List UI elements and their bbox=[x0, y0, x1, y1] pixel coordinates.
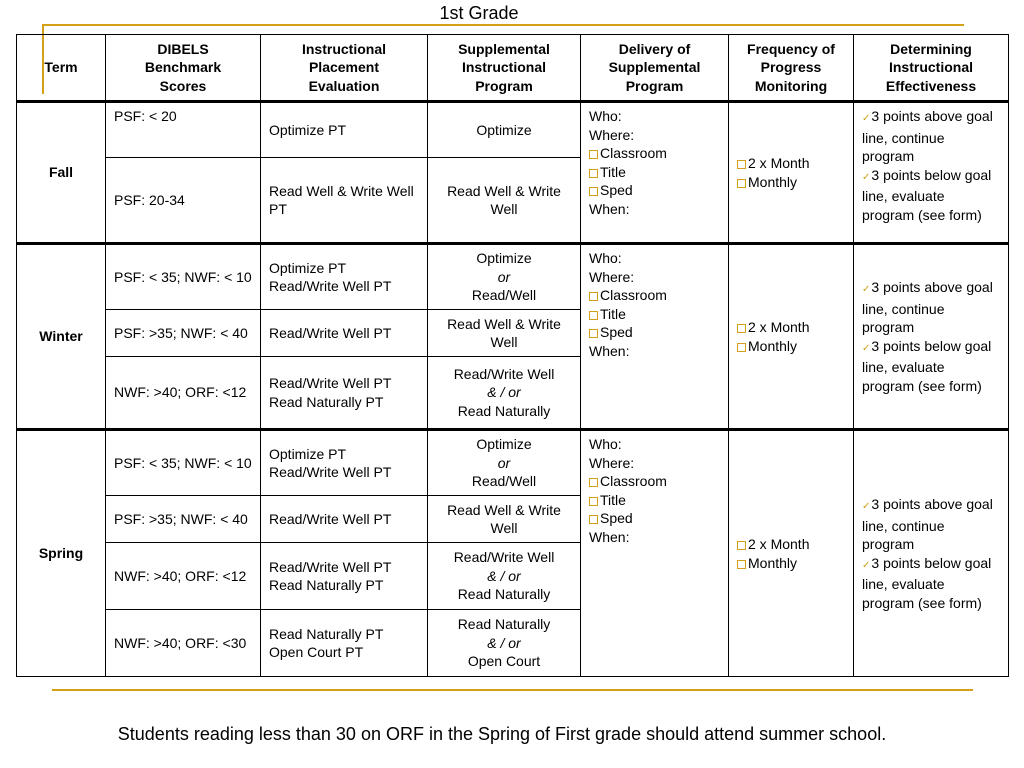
term-fall: Fall bbox=[17, 102, 106, 244]
checkbox-icon bbox=[589, 292, 598, 301]
placement-cell: Read/Write Well PT bbox=[261, 310, 428, 357]
header-term: Term bbox=[17, 35, 106, 102]
page-title: 1st Grade bbox=[439, 3, 519, 23]
checkbox-icon bbox=[737, 560, 746, 569]
program-cell: Read Well & Write Well bbox=[428, 310, 581, 357]
checkmark-icon: ✓ bbox=[862, 559, 871, 571]
program-cell: Read/Write Well & / or Read Naturally bbox=[428, 357, 581, 430]
effectiveness-cell: ✓3 points above goal line, continue program ✓3 points below goal line, evaluate program (see form) bbox=[854, 244, 1009, 430]
program-cell: Read Naturally & / or Open Court bbox=[428, 610, 581, 677]
checkbox-icon bbox=[737, 343, 746, 352]
score-cell: PSF: 20-34 bbox=[106, 158, 261, 244]
effectiveness-cell: ✓3 points above goal line, continue program ✓3 points below goal line, evaluate program (see form) bbox=[854, 430, 1009, 677]
placement-cell: Optimize PT Read/Write Well PT bbox=[261, 430, 428, 496]
program-cell: Optimize or Read/Well bbox=[428, 430, 581, 496]
score-cell: NWF: >40; ORF: <12 bbox=[106, 543, 261, 610]
table-row bbox=[17, 430, 1009, 496]
checkbox-icon bbox=[589, 497, 598, 506]
program-cell: Read Well & Write Well bbox=[428, 158, 581, 244]
checkbox-icon bbox=[737, 160, 746, 169]
checkbox-icon bbox=[737, 324, 746, 333]
placement-cell: Read/Write Well PT Read Naturally PT bbox=[261, 357, 428, 430]
placement-cell: Read/Write Well PT bbox=[261, 496, 428, 543]
placement-cell: Optimize PT bbox=[261, 102, 428, 158]
decorative-rule-top bbox=[42, 24, 964, 26]
header-program: Supplemental Instructional Program bbox=[428, 35, 581, 102]
header-effectiveness: Determining Instructional Effectiveness bbox=[854, 35, 1009, 102]
header-placement: Instructional Placement Evaluation bbox=[261, 35, 428, 102]
delivery-cell: Who: Where: Classroom Title Sped When: bbox=[581, 102, 729, 244]
score-cell: PSF: < 35; NWF: < 10 bbox=[106, 244, 261, 310]
delivery-cell: Who: Where: Classroom Title Sped When: bbox=[581, 244, 729, 430]
score-cell: NWF: >40; ORF: <12 bbox=[106, 357, 261, 430]
header-dibels: DIBELS Benchmark Scores bbox=[106, 35, 261, 102]
table-row bbox=[17, 102, 1009, 158]
checkmark-icon: ✓ bbox=[862, 113, 871, 124]
program-cell: Read Well & Write Well bbox=[428, 496, 581, 543]
header-frequency: Frequency of Progress Monitoring bbox=[729, 35, 854, 102]
term-spring: Spring bbox=[17, 430, 106, 677]
delivery-cell: Who: Where: Classroom Title Sped When: bbox=[581, 430, 729, 677]
checkbox-icon bbox=[589, 311, 598, 320]
checkbox-icon bbox=[589, 187, 598, 196]
score-cell: PSF: >35; NWF: < 40 bbox=[106, 310, 261, 357]
placement-cell: Optimize PT Read/Write Well PT bbox=[261, 244, 428, 310]
checkbox-icon bbox=[589, 515, 598, 524]
checkmark-icon: ✓ bbox=[862, 171, 871, 183]
program-cell: Read/Write Well & / or Read Naturally bbox=[428, 543, 581, 610]
score-cell: PSF: < 20 bbox=[106, 102, 261, 158]
checkmark-icon: ✓ bbox=[862, 284, 871, 295]
program-cell: Optimize or Read/Well bbox=[428, 244, 581, 310]
score-cell: PSF: >35; NWF: < 40 bbox=[106, 496, 261, 543]
header-delivery: Delivery of Supplemental Program bbox=[581, 35, 729, 102]
checkbox-icon bbox=[737, 541, 746, 550]
frequency-cell: 2 x Month Monthly bbox=[729, 430, 854, 677]
checkbox-icon bbox=[589, 150, 598, 159]
score-cell: PSF: < 35; NWF: < 10 bbox=[106, 430, 261, 496]
placement-cell: Read/Write Well PT Read Naturally PT bbox=[261, 543, 428, 610]
checkbox-icon bbox=[737, 179, 746, 188]
frequency-cell: 2 x Month Monthly bbox=[729, 244, 854, 430]
frequency-cell: 2 x Month Monthly bbox=[729, 102, 854, 244]
footer-note: Students reading less than 30 on ORF in the Spring of First grade should attend summer school. bbox=[117, 724, 887, 744]
rti-table bbox=[16, 34, 1009, 677]
term-winter: Winter bbox=[17, 244, 106, 430]
score-cell: NWF: >40; ORF: <30 bbox=[106, 610, 261, 677]
header-row bbox=[17, 35, 1009, 102]
checkbox-icon bbox=[589, 169, 598, 178]
checkmark-icon: ✓ bbox=[862, 501, 871, 512]
placement-cell: Read Well & Write Well PT bbox=[261, 158, 428, 244]
effectiveness-cell: ✓3 points above goal line, continue program ✓3 points below goal line, evaluate program (see form) bbox=[854, 102, 1009, 244]
checkbox-icon bbox=[589, 478, 598, 487]
placement-cell: Read Naturally PT Open Court PT bbox=[261, 610, 428, 677]
program-cell: Optimize bbox=[428, 102, 581, 158]
checkbox-icon bbox=[589, 329, 598, 338]
checkmark-icon: ✓ bbox=[862, 342, 871, 354]
table-row bbox=[17, 244, 1009, 310]
decorative-rule-bottom bbox=[52, 689, 973, 691]
